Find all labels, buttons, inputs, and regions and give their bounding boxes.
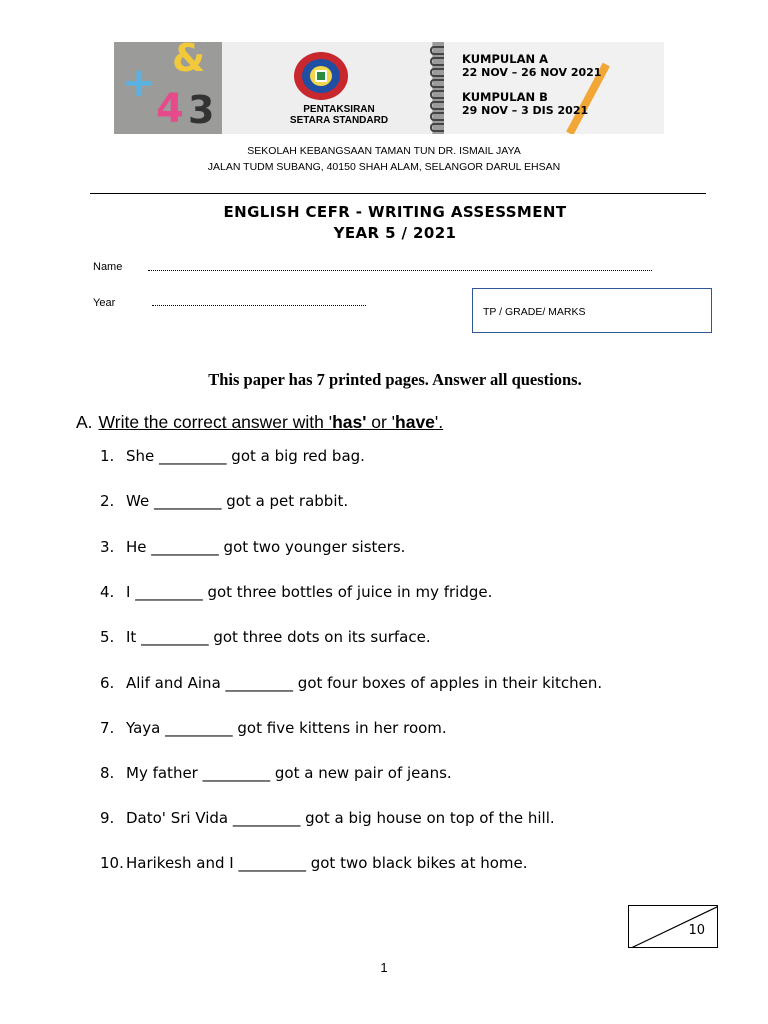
- page-subtitle: YEAR 5 / 2021: [333, 224, 457, 242]
- question-item: [100, 492, 348, 510]
- group-b-dates: 29 NOV – 3 DIS 2021: [462, 104, 589, 117]
- question-text: My father _________ got a new pair of jeans.: [126, 764, 452, 782]
- number-3-decoration: 3: [188, 88, 215, 132]
- school-name: SEKOLAH KEBANGSAAN TAMAN TUN DR. ISMAIL JAYA: [247, 145, 521, 157]
- group-a-dates: 22 NOV – 26 NOV 2021: [462, 66, 602, 79]
- plus-sign-decoration: +: [122, 60, 156, 106]
- question-text: I _________ got three bottles of juice in my fridge.: [126, 583, 493, 601]
- question-number: 10.: [100, 854, 124, 872]
- question-text: She _________ got a big red bag.: [126, 447, 365, 465]
- question-item: [100, 583, 492, 601]
- question-text: We _________ got a pet rabbit.: [126, 492, 349, 510]
- school-address: JALAN TUDM SUBANG, 40150 SHAH ALAM, SELANGOR DARUL EHSAN: [207, 161, 561, 173]
- keyword-have: have: [395, 412, 435, 432]
- question-item: [100, 538, 405, 556]
- header-banner: [114, 42, 664, 134]
- question-text: Yaya _________ got five kittens in her room.: [126, 719, 447, 737]
- ampersand-decoration: &: [172, 42, 206, 80]
- section-a-heading: [76, 412, 443, 433]
- question-item: [100, 447, 365, 465]
- score-total: 10: [688, 923, 705, 938]
- header-divider: [90, 193, 706, 194]
- question-item: [100, 719, 447, 737]
- question-item: [100, 628, 431, 646]
- question-number: 7.: [100, 719, 115, 737]
- keyword-has: has': [332, 412, 367, 432]
- year-label: Year: [93, 297, 116, 309]
- name-label: Name: [93, 261, 123, 273]
- question-item: [100, 764, 452, 782]
- question-text: Alif and Aina _________ got four boxes of apples in their kitchen.: [126, 674, 603, 692]
- name-field[interactable]: [148, 270, 652, 271]
- question-text: Harikesh and I _________ got two black bikes at home.: [126, 854, 528, 872]
- question-text: Dato' Sri Vida _________ got a big house on top of the hill.: [126, 809, 555, 827]
- question-number: 2.: [100, 492, 115, 510]
- question-item: [100, 809, 555, 827]
- paper-notice: This paper has 7 printed pages. Answer all questions.: [208, 370, 582, 389]
- group-a-label: KUMPULAN A: [462, 52, 549, 66]
- year-field[interactable]: [152, 305, 366, 306]
- grade-box[interactable]: [472, 288, 712, 333]
- question-number: 5.: [100, 628, 115, 646]
- score-box[interactable]: [628, 905, 718, 948]
- page-title: ENGLISH CEFR - WRITING ASSESSMENT: [223, 203, 567, 221]
- group-b-label: KUMPULAN B: [462, 90, 548, 104]
- question-number: 1.: [100, 447, 115, 465]
- question-item: [100, 854, 528, 872]
- question-number: 9.: [100, 809, 115, 827]
- school-logo-icon: [292, 50, 350, 102]
- section-letter: A.: [76, 412, 93, 432]
- assessment-line-2: SETARA STANDARD: [289, 115, 389, 126]
- assessment-line-1: PENTAKSIRAN: [303, 104, 375, 115]
- section-instruction: Write the correct answer with 'has' or 'have'.: [98, 412, 444, 432]
- number-4-decoration: 4: [156, 86, 184, 132]
- assessment-name: [264, 104, 414, 126]
- page-number: 1: [380, 960, 388, 975]
- question-text: He _________ got two younger sisters.: [126, 538, 406, 556]
- question-item: [100, 674, 602, 692]
- grade-box-label: TP / GRADE/ MARKS: [483, 306, 586, 318]
- question-text: It _________ got three dots on its surface.: [126, 628, 431, 646]
- question-number: 4.: [100, 583, 115, 601]
- question-number: 3.: [100, 538, 115, 556]
- question-number: 6.: [100, 674, 115, 692]
- question-number: 8.: [100, 764, 115, 782]
